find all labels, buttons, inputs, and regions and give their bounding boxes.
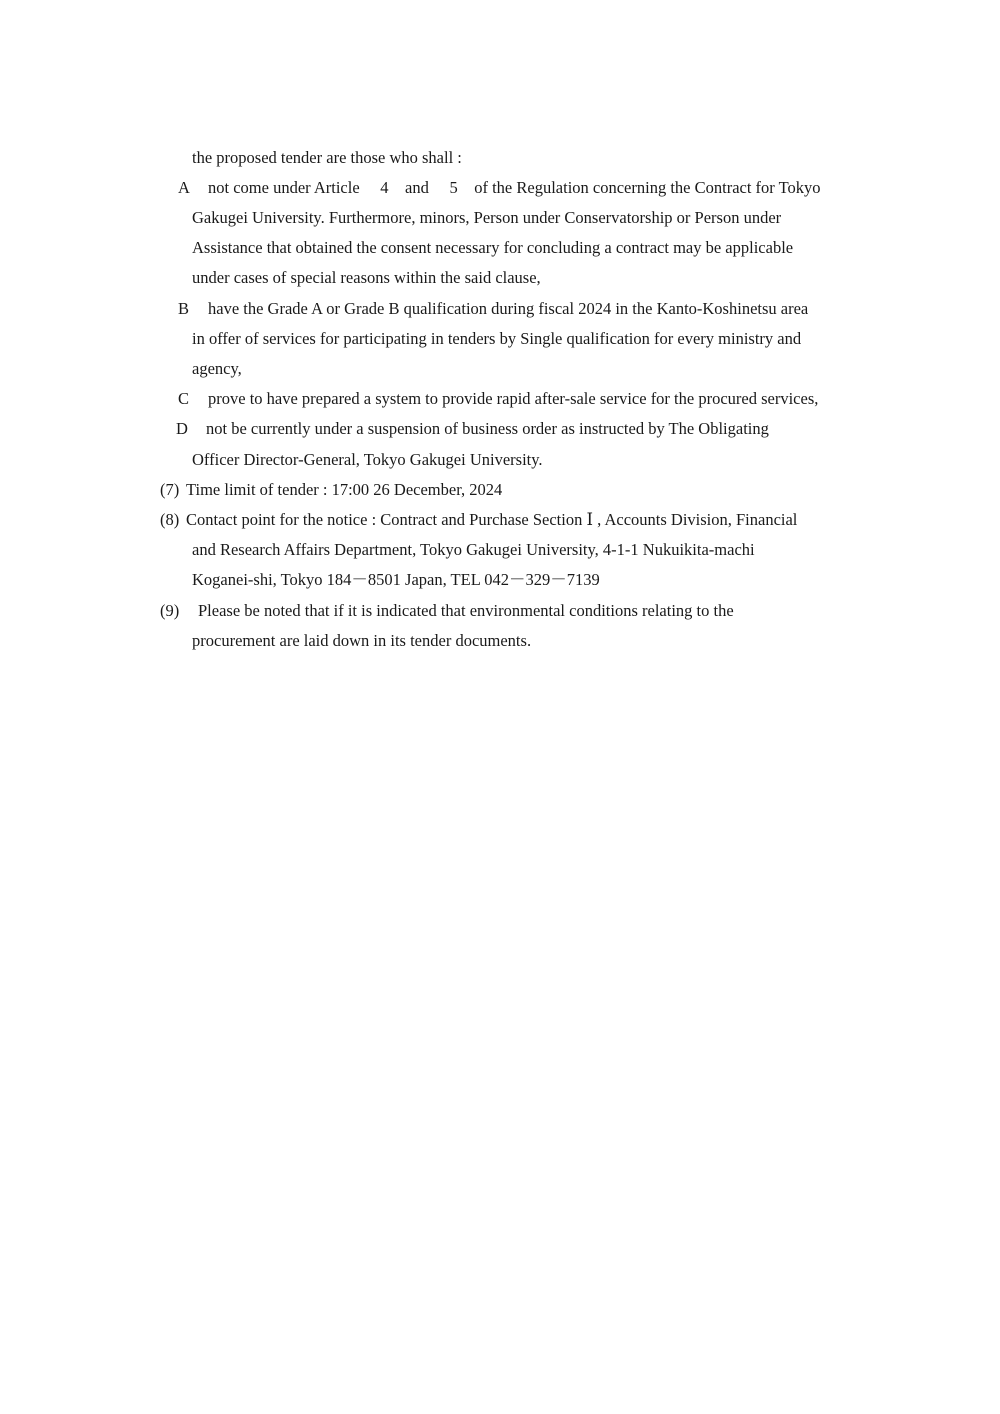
condition-a-line-4: under cases of special reasons within the said clause, xyxy=(192,268,541,287)
item-8-line-3: Koganei-shi, Tokyo 184－8501 Japan, TEL 042－329－7139 xyxy=(192,570,600,589)
condition-a-line-2: Gakugei University. Furthermore, minors, Person under Conservatorship or Person under xyxy=(192,208,782,227)
condition-a-line-1: not come under Article 4 and 5 of the Regulation concerning the Contract for Tokyo xyxy=(208,178,821,197)
condition-a-marker: A xyxy=(178,178,190,197)
item-9-line-2: procurement are laid down in its tender documents. xyxy=(192,631,532,650)
item-8-line-1: Contact point for the notice : Contract and Purchase Section Ⅰ , Accounts Division, Financial xyxy=(186,510,798,529)
condition-a-line-3: Assistance that obtained the consent necessary for concluding a contract may be applicable xyxy=(192,238,794,257)
condition-b-line-1: have the Grade A or Grade B qualification during fiscal 2024 in the Kanto-Koshinetsu area xyxy=(208,299,809,318)
item-8-number: (8) xyxy=(160,510,180,529)
item-8-line-2: and Research Affairs Department, Tokyo Gakugei University, 4-1-1 Nukuikita-machi xyxy=(192,540,755,559)
condition-d-line-2: Officer Director-General, Tokyo Gakugei University. xyxy=(192,450,543,469)
condition-d-line-1: not be currently under a suspension of business order as instructed by The Obligating xyxy=(206,419,769,438)
condition-b-line-3: agency, xyxy=(192,359,242,378)
condition-d-marker: D xyxy=(176,419,188,438)
item-7-number: (7) xyxy=(160,480,180,499)
condition-c-marker: C xyxy=(178,389,190,408)
item-7-line-1: Time limit of tender : 17:00 26 December, 2024 xyxy=(186,480,503,499)
intro-line: the proposed tender are those who shall : xyxy=(192,148,462,167)
condition-b-marker: B xyxy=(178,299,190,318)
item-9-line-1: Please be noted that if it is indicated that environmental conditions relating to the xyxy=(198,601,734,620)
condition-c-line-1: prove to have prepared a system to provide rapid after-sale service for the procured services, xyxy=(208,389,819,408)
condition-b-line-2: in offer of services for participating in tenders by Single qualification for every ministry and xyxy=(192,329,802,348)
item-9-number: (9) xyxy=(160,601,180,620)
